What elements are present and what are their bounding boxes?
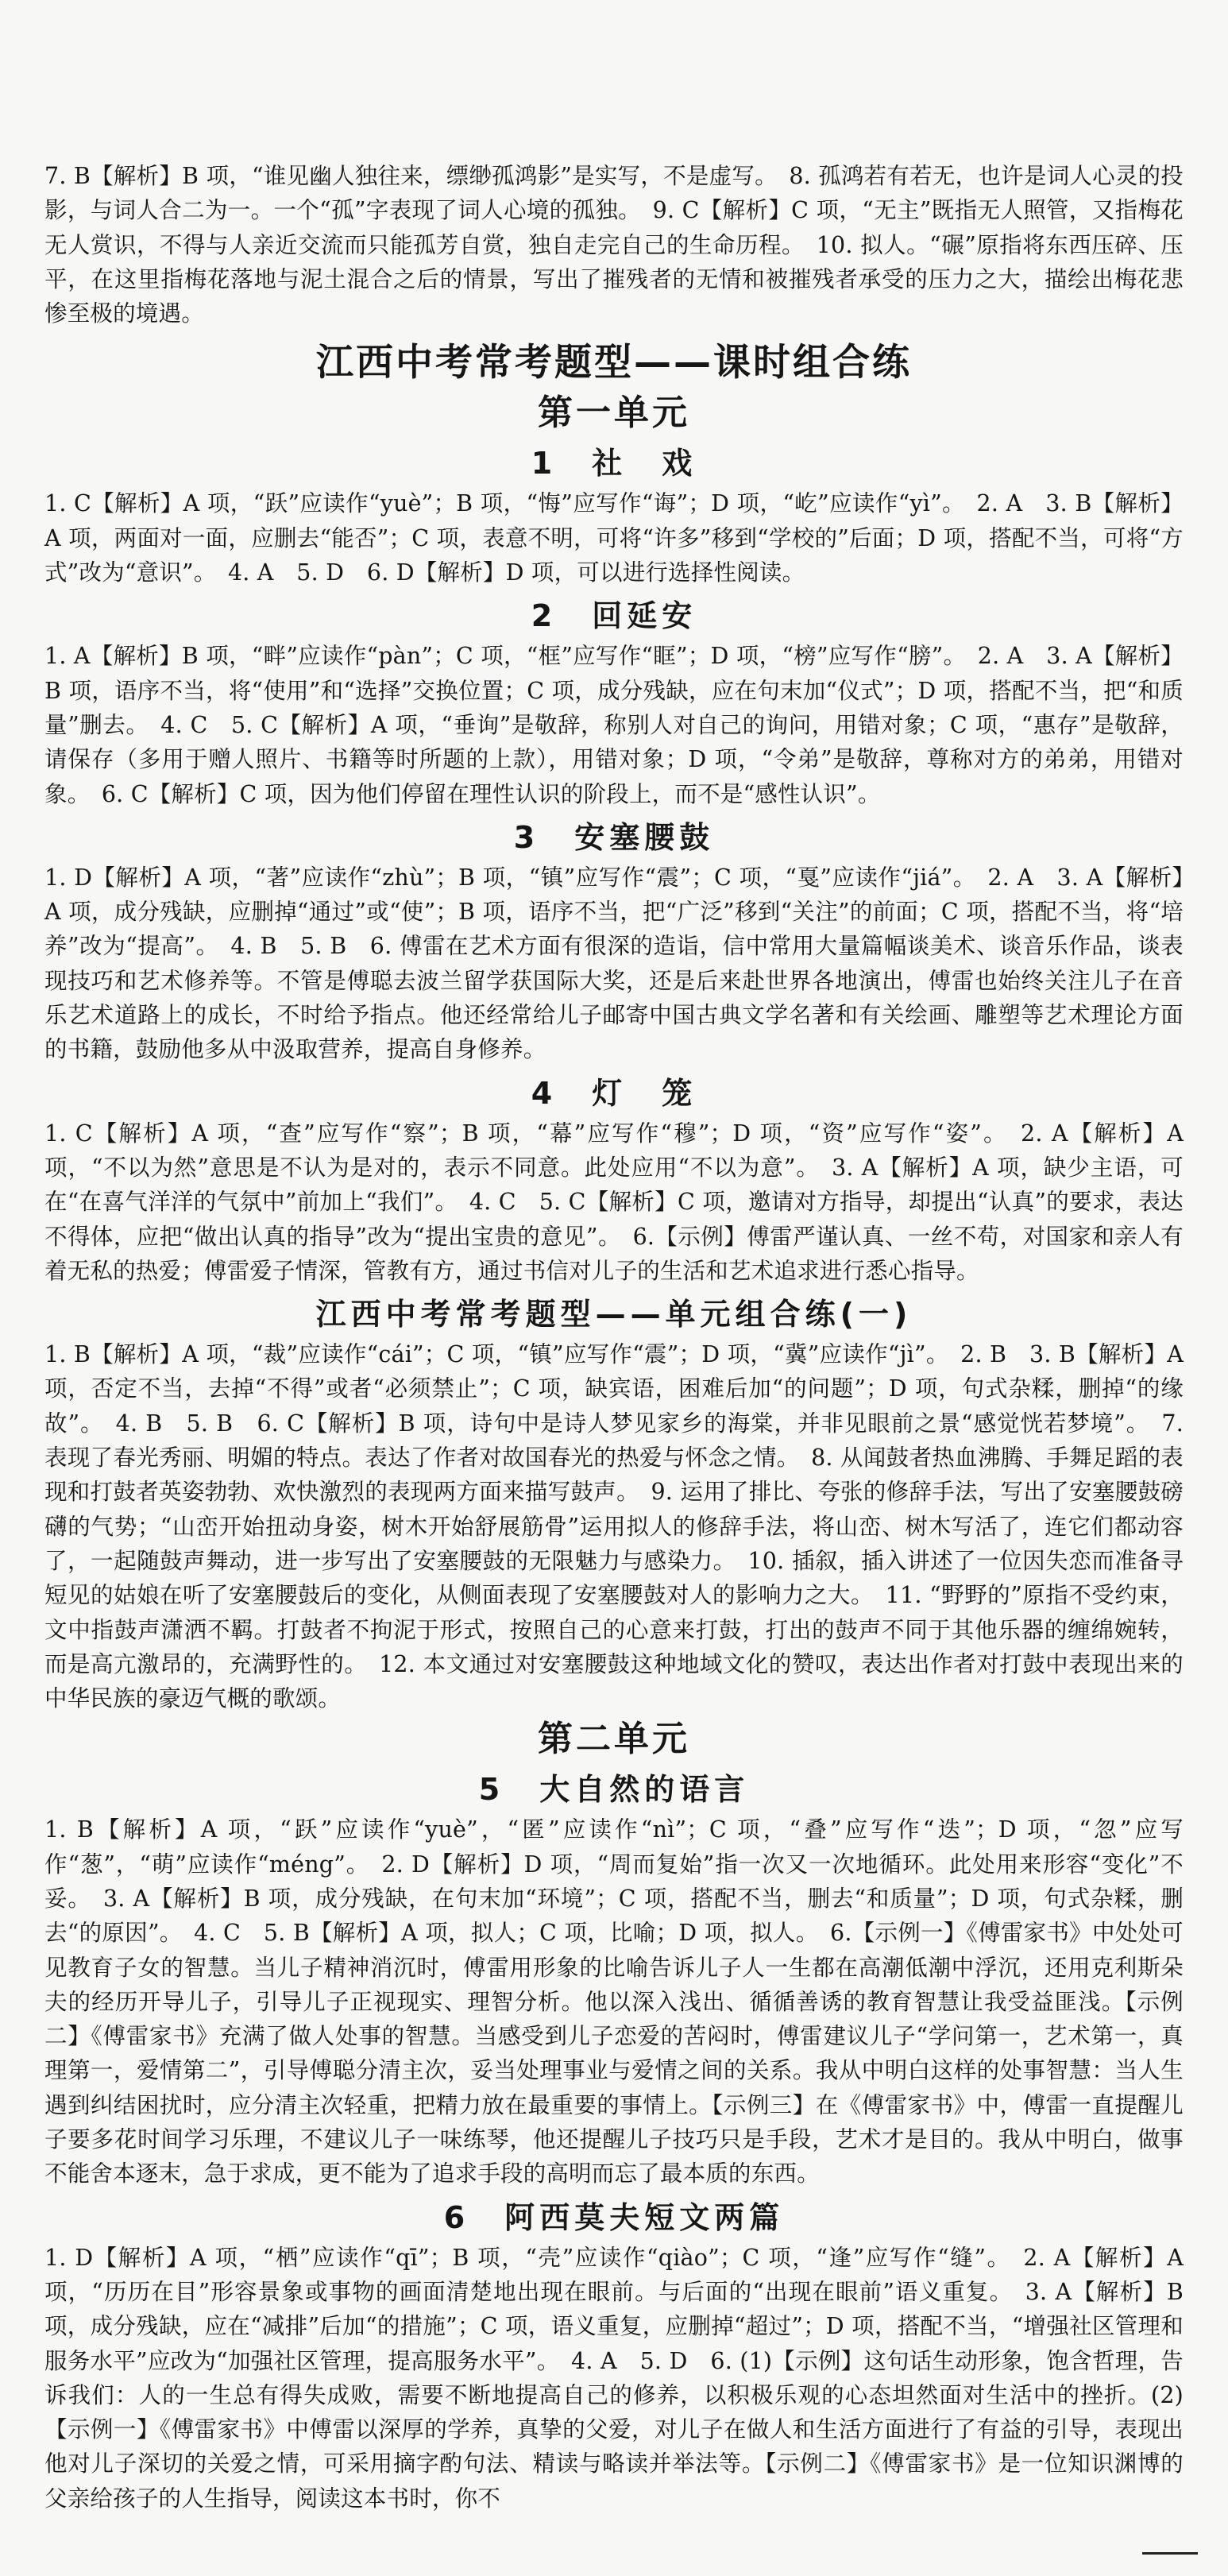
lesson-6-answers: 1. D【解析】A 项，“栖”应读作“qī”；B 项，“壳”应读作“qiào”；C 项，“逢”应写作“缝”。 2. A【解析】A 项，“历历在目”形容景象或事物的画面清楚地出现在眼前。与后面的“出现在眼前”语义重复。 3. A【解析】B 项，成分残缺，应在“减排”后加“的措施”；C 项，语义重复，应删掉“超过”；D 项，搭配不当，“增强社区管理和服务水平”应改为“加强社区管理，提高服务水平”。 4. A 5. D 6. (1)【示例】这句话生动形象，饱含哲理，告诉我们：人的一生总有得失成败，需要不断地提高自己的修养，以积极乐观的心态坦然面对生活中的挫折。(2)【示例一】《傅雷家书》中傅雷以深厚的学养，真挚的父爱，对儿子在做人和生活方面进行了有益的引导，表现出他对儿子深切的关爱之情，可采用摘字酌句法、精读与略读并举法等。【示例二】《傅雷家书》是一位知识渊博的父亲给孩子的人生指导，阅读这本书时，你不 [44,2244,1184,2512]
lesson-4-title: 4 灯 笼 [531,1075,697,1111]
lesson-3-answers: 1. D【解析】A 项，“著”应读作“zhù”；B 项，“镇”应写作“震”；C 项，“戛”应读作“jiá”。 2. A 3. A【解析】A 项，成分残缺，应删掉“通过”或“使”；B 项，语序不当，把“广泛”移到“关注”的前面；C 项，搭配不当，将“培养”改为“提高”。 4. B 5. B 6. 傅雷在艺术方面有很深的造诣，信中常用大量篇幅谈美术、谈音乐作品，谈表现技巧和艺术修养等。不管是傅聪去波兰留学获国际大奖，还是后来赴世界各地演出，傅雷也始终关注儿子在音乐艺术道路上的成长，不时给予指点。他还经常给儿子邮寄中国古典文学名著和有关绘画、雕塑等艺术理论方面的书籍，鼓励他多从中汲取营养，提高自身修养。 [44,864,1184,1063]
lesson-3-title: 3 安塞腰鼓 [513,819,715,855]
lesson-5-title: 5 大自然的语言 [478,1772,750,1808]
unit-test-1-answers: 1. B【解析】A 项，“裁”应读作“cái”；C 项，“镇”应写作“震”；D 项，“冀”应读作“jì”。 2. B 3. B【解析】A 项，否定不当，去掉“不得”或者“必须禁止”；C 项，缺宾语，困难后加“的问题”；D 项，句式杂糅，删掉“的缘故”。 4. B 5. B 6. C【解析】B 项，诗句中是诗人梦见家乡的海棠，并非见眼前之景“感觉恍若梦境”。 7. 表现了春光秀丽、明媚的特点。表达了作者对故国春光的热爱与怀念之情。 8. 从闻鼓者热血沸腾、手舞足蹈的表现和打鼓者英姿勃勃、欢快激烈的表现两方面来描写鼓声。 9. 运用了排比、夸张的修辞手法，写出了安塞腰鼓磅礴的气势；“山峦开始扭动身姿，树木开始舒展筋骨”运用拟人的修辞手法，将山峦、树木写活了，连它们都动容了，一起随鼓声舞动，进一步写出了安塞腰鼓的无限魅力与感染力。 10. 插叙，插入讲述了一位因失恋而准备寻短见的姑娘在听了安塞腰鼓后的变化，从侧面表现了安塞腰鼓对人的影响力之大。 11. “野野的”原指不受约束，文中指鼓声潇洒不羁。打鼓者不拘泥于形式，按照自己的心意来打鼓，打出的鼓声不同于其他乐器的缠绵婉转，而是高亢激昂的，充满野性的。 12. 本文通过对安塞腰鼓这种地域文化的赞叹，表达出作者对打鼓中表现出来的中华民族的豪迈气概的歌颂。 [44,1341,1184,1712]
lesson-1-title: 1 社 戏 [531,446,697,482]
lesson-4-answers: 1. C【解析】A 项，“查”应写作“察”；B 项，“幕”应写作“穆”；D 项，“资”应写作“姿”。 2. A【解析】A 项，“不以为然”意思是不认为是对的，表示不同意。此处应用“不以为意”。 3. A【解析】A 项，缺少主语，可在“在喜气洋洋的气氛中”前加上“我们”。 4. C 5. C【解析】C 项，邀请对方指导，却提出“认真”的要求，表达不得体，应把“做出认真的指导”改为“提出宝贵的意见”。 6.【示例】傅雷严谨认真、一丝不苟，对国家和亲人有着无私的热爱；傅雷爱子情深，管教有方，通过书信对儿子的生活和艺术追求进行悉心指导。 [44,1120,1184,1284]
lesson-6-title: 6 阿西莫夫短文两篇 [443,2199,785,2235]
main-title: 江西中考常考题型——课时组合练 [316,341,912,385]
lesson-5-answers: 1. B【解析】A 项，“跃”应读作“yuè”，“匿”应读作“nì”；C 项，“叠”应写作“迭”；D 项，“忽”应写作“葱”，“萌”应读作“méng”。 2. D【解析】D 项，“周而复始”指一次又一次地循环。此处用来形容“变化”不妥。 3. A【解析】B 项，成分残缺，在句末加“环境”；C 项，搭配不当，删去“和质量”；D 项，句式杂糅，删去“的原因”。 4. C 5. B【解析】A 项，拟人；C 项，比喻；D 项，拟人。 6.【示例一】《傅雷家书》中处处可见教育子女的智慧。当儿子精神消沉时，傅雷用形象的比喻告诉儿子人一生都在高潮低潮中浮沉，还用克利斯朵夫的经历开导儿子，引导儿子正视现实、理智分析。他以深入浅出、循循善诱的教育智慧让我受益匪浅。【示例二】《傅雷家书》充满了做人处事的智慧。当感受到儿子恋爱的苦闷时，傅雷建议儿子“学问第一，艺术第一，真理第一，爱情第二”，引导傅聪分清主次，妥当处理事业与爱情之间的关系。我从中明白这样的处事智慧：当人生遇到纠结困扰时，应分清主次轻重，把精力放在最重要的事情上。【示例三】在《傅雷家书》中，傅雷一直提醒儿子要多花时间学习乐理，不建议儿子一味练琴，他还提醒儿子技巧只是手段，艺术才是目的。我从中明白，做事不能舍本逐末，急于求成，更不能为了追求手段的高明而忘了最本质的东西。 [44,1816,1184,2187]
footer-rule [1142,2552,1198,2555]
lesson-2-answers: 1. A【解析】B 项，“畔”应读作“pàn”；C 项，“框”应写作“眶”；D 项，“榜”应写作“膀”。 2. A 3. A【解析】B 项，语序不当，将“使用”和“选择”交换位置；C 项，成分残缺，应在句末加“仪式”；D 项，搭配不当，把“和质量”删去。 4. C 5. C【解析】A 项，“垂询”是敬辞，称别人对自己的询问，用错对象；C 项，“惠存”是敬辞，请保存（多用于赠人照片、书籍等时所题的上款），用错对象；D 项，“令弟”是敬辞，尊称对方的弟弟，用错对象。 6. C【解析】C 项，因为他们停留在理性认识的阶段上，而不是“感性认识”。 [44,643,1184,807]
lesson-2-title: 2 回延安 [531,598,697,634]
unit-2-title: 第二单元 [538,1719,690,1760]
intro-paragraph: 7. B【解析】B 项，“谁见幽人独往来，缥缈孤鸿影”是实写，不是虚写。 8. 孤鸿若有若无，也许是词人心灵的投影，与词人合二为一。一个“孤”字表现了词人心境的孤独。 9. C【解析】C 项，“无主”既指无人照管，又指梅花无人赏识，不得与人亲近交流而只能孤芳自赏，独自走完自己的生命历程。 10. 拟人。“碾”原指将东西压碎、压平，在这里指梅花落地与泥土混合之后的情景，写出了摧残者的无情和被摧残者承受的压力之大，描绘出梅花悲惨至极的境遇。 [44,163,1184,327]
lesson-1-answers: 1. C【解析】A 项，“跃”应读作“yuè”；B 项，“悔”应写作“诲”；D 项，“屹”应读作“yì”。 2. A 3. B【解析】A 项，两面对一面，应删去“能否”；C 项，表意不明，可将“许多”移到“学校的”后面；D 项，搭配不当，可将“方式”改为“意识”。 4. A 5. D 6. D【解析】D 项，可以进行选择性阅读。 [44,490,1184,586]
unit-test-1-title: 江西中考常考题型——单元组合练(一) [315,1297,913,1332]
unit-1-title: 第一单元 [538,393,690,434]
